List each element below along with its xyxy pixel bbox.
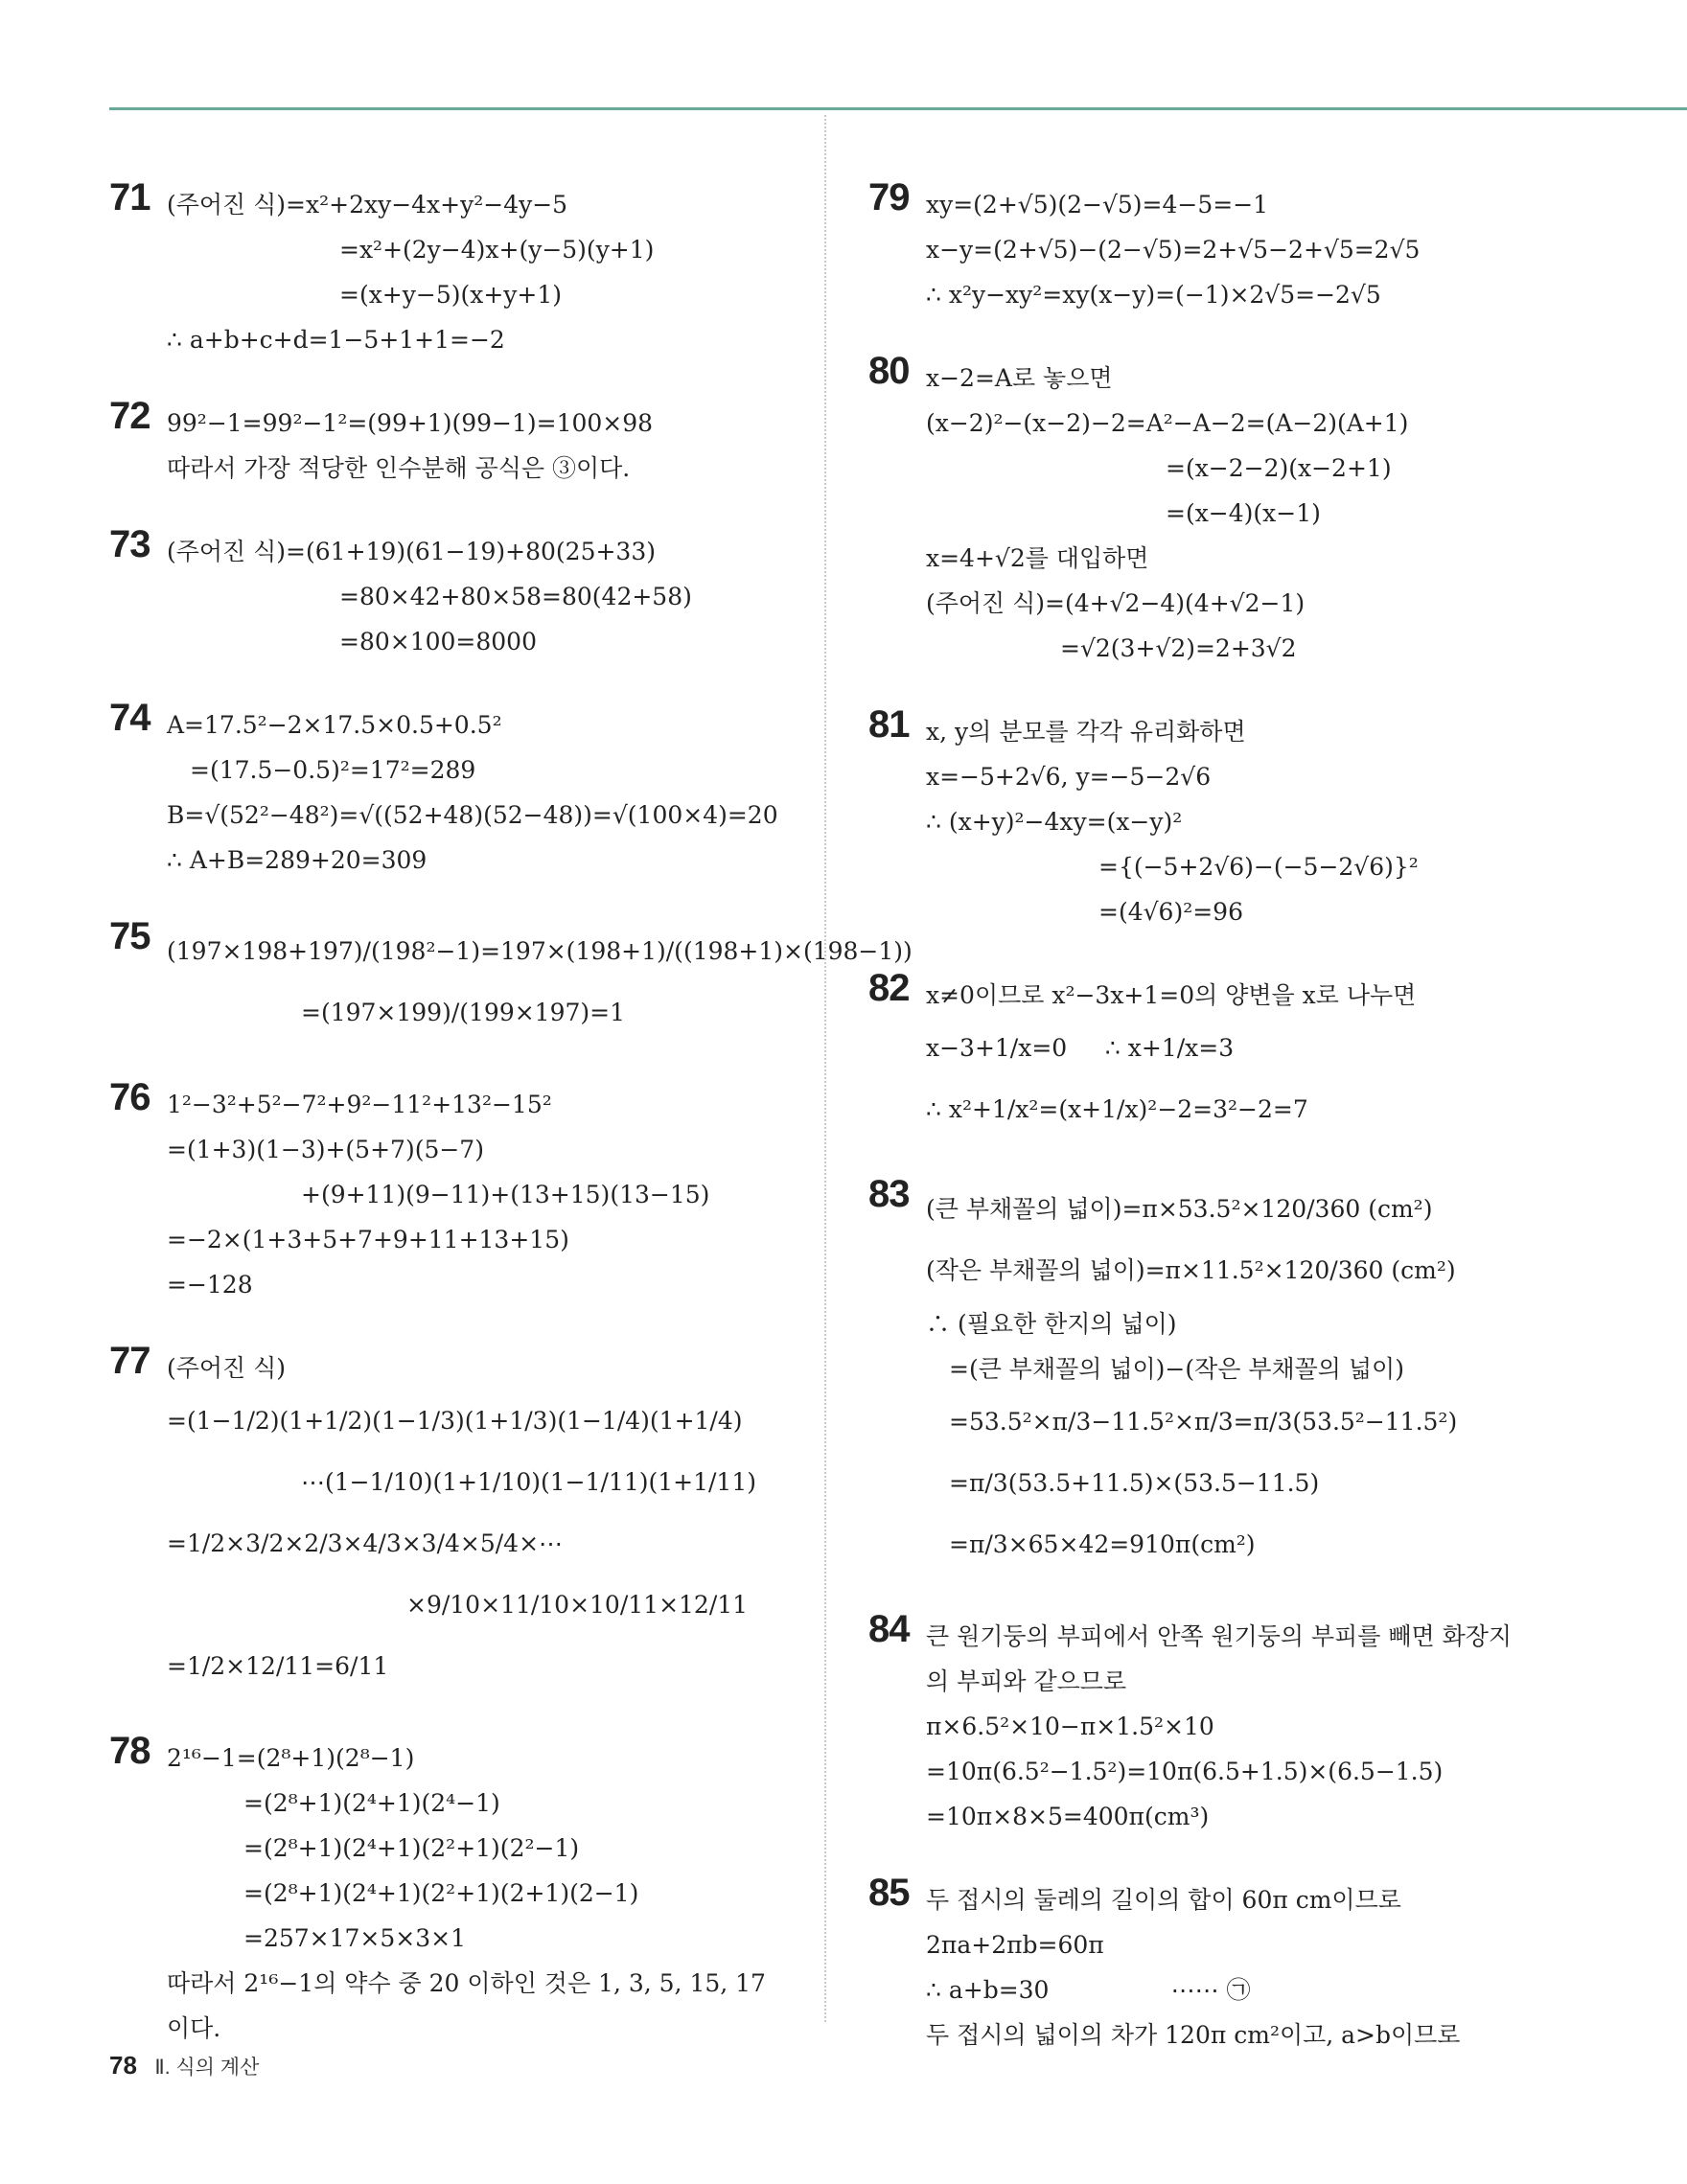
problem-77 [109,1340,799,1697]
top-rule [109,107,1687,110]
solution-line: (주어진 식) [167,1354,287,1382]
solution-line: xy=(2+√5)(2−√5)=4−5=−1 [926,191,1269,218]
solution-line: =π/3(53.5+11.5)×(53.5−11.5) [949,1469,1320,1497]
solution-line: =(1−1/2)(1+1/2)(1−1/3)(1+1/3)(1−1/4)(1+1/4) [167,1407,743,1435]
solution-line: A=17.5²−2×17.5×0.5+0.5² [167,711,502,739]
solution-line: =x²+(2y−4)x+(y−5)(y+1) [339,236,655,264]
problem-73 [109,523,799,664]
solution-line: (주어진 식)=x²+2xy−4x+y²−4y−5 [167,191,568,218]
column-divider [824,115,826,2022]
solution-line: 1²−3²+5²−7²+9²−11²+13²−15² [167,1091,552,1118]
solution-line: (작은 부채꼴의 넓이)=π×11.5²×120/360 (cm²) [926,1256,1456,1284]
solution-line: =−128 [167,1271,253,1299]
problem-number: 83 [868,1173,910,1215]
problem-number: 79 [868,176,910,218]
solution-line: 두 접시의 둘레의 길이의 합이 60π cm이므로 [926,1886,1401,1914]
solution-line: =√2(3+√2)=2+3√2 [1060,634,1297,662]
problem-76 [109,1076,799,1307]
problem-number: 72 [109,395,150,437]
problem-number: 74 [109,697,150,739]
problem-84 [868,1608,1578,1839]
solution-line: x≠0이므로 x²−3x+1=0의 양변을 x로 나누면 [926,981,1417,1009]
solution-line: 의 부피와 같으므로 [926,1667,1127,1695]
solution-line: =π/3×65×42=910π(cm²) [949,1530,1256,1558]
problem-75 [109,915,913,1044]
solution-line: 이다. [167,2014,221,2042]
page-number: 78 [109,2051,137,2080]
problem-74 [109,697,799,883]
solution-line: 두 접시의 넓이의 차가 120π cm²이고, a>b이므로 [926,2021,1461,2049]
solution-line: ∴ (필요한 한지의 넓이) [926,1310,1177,1338]
solution-line: =1/2×12/11=6/11 [167,1652,389,1680]
solution-line: =(x−4)(x−1) [1166,499,1321,527]
problem-82 [868,967,1578,1140]
solution-line: ∴ a+b=30 ⋯⋯ ㉠ [926,1976,1251,2004]
solution-line: =(2⁸+1)(2⁴+1)(2²+1)(2²−1) [243,1834,580,1862]
solution-line: +(9+11)(9−11)+(13+15)(13−15) [301,1181,710,1208]
solution-line: (197×198+197)/(198²−1)=197×(198+1)/((198+1)×(198−1)) [167,937,913,965]
solution-line: 2πa+2πb=60π [926,1931,1104,1959]
section-title: Ⅱ. 식의 계산 [154,2057,260,2079]
solution-line: =(4√6)²=96 [1098,898,1243,926]
problem-71 [109,176,799,362]
problem-number: 77 [109,1340,150,1382]
solution-line: =80×100=8000 [339,628,537,655]
problem-number: 78 [109,1730,150,1772]
solution-line: π×6.5²×10−π×1.5²×10 [926,1713,1214,1740]
right-column [868,176,1578,2096]
problem-79 [868,176,1578,317]
problem-number: 73 [109,523,150,565]
solution-line: ∴ a+b+c+d=1−5+1+1=−2 [167,326,505,354]
solution-line: (x−2)²−(x−2)−2=A²−A−2=(A−2)(A+1) [926,409,1409,437]
solution-line: ={(−5+2√6)−(−5−2√6)}² [1098,853,1419,881]
problem-85 [868,1872,1578,2058]
solution-line: =10π(6.5²−1.5²)=10π(6.5+1.5)×(6.5−1.5) [926,1758,1444,1785]
solution-line: =53.5²×π/3−11.5²×π/3=π/3(53.5²−11.5²) [949,1408,1458,1436]
solution-line: (주어진 식)=(61+19)(61−19)+80(25+33) [167,538,656,565]
problem-78 [109,1730,799,2051]
problem-number: 81 [868,703,910,746]
problem-number: 76 [109,1076,150,1118]
solution-line: 99²−1=99²−1²=(99+1)(99−1)=100×98 [167,409,654,437]
solution-line: x, y의 분모를 각각 유리화하면 [926,718,1246,746]
solution-line: =10π×8×5=400π(cm³) [926,1803,1210,1830]
problem-number: 84 [868,1608,910,1650]
solution-line: =(x+y−5)(x+y+1) [339,281,563,309]
solution-line: ∴ (x+y)²−4xy=(x−y)² [926,808,1183,836]
solution-line: x=4+√2를 대입하면 [926,544,1149,572]
problem-81 [868,703,1578,934]
solution-line: 따라서 가장 적당한 인수분해 공식은 ③이다. [167,454,631,482]
page-footer [109,2051,259,2081]
solution-line: =(2⁸+1)(2⁴+1)(2⁴−1) [243,1789,500,1817]
problem-number: 71 [109,176,150,218]
solution-line: 따라서 2¹⁶−1의 약수 중 20 이하인 것은 1, 3, 5, 15, 17 [167,1969,766,1997]
solution-line: ∴ x²+1/x²=(x+1/x)²−2=3²−2=7 [926,1095,1308,1123]
solution-line: =−2×(1+3+5+7+9+11+13+15) [167,1226,569,1253]
problem-number: 82 [868,967,910,1009]
solution-line: =1/2×3/2×2/3×4/3×3/4×5/4×⋯ [167,1529,564,1557]
solution-line: ∴ x²y−xy²=xy(x−y)=(−1)×2√5=−2√5 [926,281,1381,309]
solution-line: =(큰 부채꼴의 넓이)−(작은 부채꼴의 넓이) [949,1355,1404,1383]
solution-line: =80×42+80×58=80(42+58) [339,583,692,610]
solution-line: =(x−2−2)(x−2+1) [1166,454,1392,482]
solution-line: x−2=A로 놓으면 [926,364,1113,392]
solution-line: =(197×199)/(199×197)=1 [301,999,626,1026]
problem-83 [868,1173,1578,1575]
solution-line: ×9/10×11/10×10/11×12/11 [406,1591,749,1619]
solution-line: x−3+1/x=0 ∴ x+1/x=3 [926,1034,1235,1062]
problem-80 [868,350,1578,671]
problem-72 [109,395,799,491]
solution-line: 2¹⁶−1=(2⁸+1)(2⁸−1) [167,1744,415,1772]
problem-number: 85 [868,1872,910,1914]
solution-line: B=√(52²−48²)=√((52+48)(52−48))=√(100×4)=20 [167,801,778,829]
solution-line: =(1+3)(1−3)+(5+7)(5−7) [167,1136,484,1163]
problem-number: 80 [868,350,910,392]
solution-line: 큰 원기둥의 부피에서 안쪽 원기둥의 부피를 빼면 화장지 [926,1622,1513,1650]
solution-line: (주어진 식)=(4+√2−4)(4+√2−1) [926,589,1306,617]
problem-number: 75 [109,915,150,957]
solution-line: x−y=(2+√5)−(2−√5)=2+√5−2+√5=2√5 [926,236,1421,264]
solution-line: =(17.5−0.5)²=17²=289 [190,756,476,784]
solution-line: (큰 부채꼴의 넓이)=π×53.5²×120/360 (cm²) [926,1195,1433,1223]
solution-line: ∴ A+B=289+20=309 [167,846,428,874]
solution-line: =(2⁸+1)(2⁴+1)(2²+1)(2+1)(2−1) [243,1879,639,1907]
solution-line: x=−5+2√6, y=−5−2√6 [926,763,1212,791]
solution-line: ⋯(1−1/10)(1+1/10)(1−1/11)(1+1/11) [301,1468,756,1496]
solution-line: =257×17×5×3×1 [243,1924,466,1952]
